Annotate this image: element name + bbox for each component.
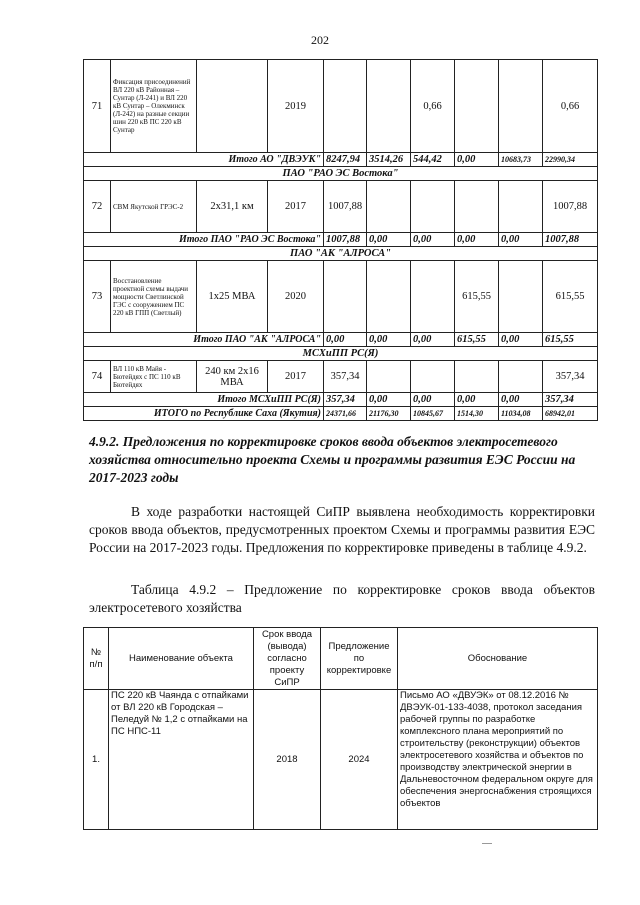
- page-number: 202: [311, 33, 329, 47]
- cost-cell: [411, 261, 455, 333]
- table-caption: Таблица 4.9.2 – Предложение по корректировке сроков ввода объектов электросетевого хозяйства: [89, 582, 595, 615]
- cost-cell: 1007,88: [324, 181, 367, 233]
- cost-cell: [499, 181, 543, 233]
- scan-mark: [482, 843, 492, 844]
- col-header-reason: Обоснование: [398, 628, 598, 690]
- object-name: Восстановление проектной схемы выдачи мощности Светлинской ГЭС с сооружением ПС 220 кВ ГПП (Светлый): [111, 261, 197, 333]
- object-param: 2х31,1 км: [197, 181, 268, 233]
- cost-cell: [499, 60, 543, 153]
- grand-total-label: ИТОГО по Республике Саха (Якутия): [84, 407, 324, 421]
- subtotal-value: 0,00: [455, 393, 499, 407]
- subtotal-label: Итого ПАО "РАО ЭС Востока": [84, 233, 324, 247]
- cost-total: 0,66: [543, 60, 598, 153]
- cost-cell: [455, 361, 499, 393]
- object-year: 2019: [268, 60, 324, 153]
- grand-total-value: 21176,30: [367, 407, 411, 421]
- subtotal-label: Итого ПАО "АК "АЛРОСА": [84, 333, 324, 347]
- subtotal-value: 0,00: [499, 393, 543, 407]
- cost-cell: 615,55: [455, 261, 499, 333]
- row-number: 1.: [84, 690, 109, 830]
- cost-cell: 0,66: [411, 60, 455, 153]
- subtotal-value: 615,55: [455, 333, 499, 347]
- cost-cell: [367, 181, 411, 233]
- cost-total: 1007,88: [543, 181, 598, 233]
- subtotal-value: 1007,88: [324, 233, 367, 247]
- org-header-row: [84, 247, 598, 261]
- object-name: СВМ Якутской ГРЭС-2: [111, 181, 197, 233]
- subtotal-row: [84, 233, 598, 247]
- object-name: ПС 220 кВ Чаянда с отпайками от ВЛ 220 кВ Городская – Пеледуй № 1,2 с отпайками на ПС НПС-11: [109, 690, 254, 830]
- grand-total-value: 24371,66: [324, 407, 367, 421]
- cost-total: 357,34: [543, 361, 598, 393]
- subtotal-value: 0,00: [367, 333, 411, 347]
- subtotal-label: Итого МСХиПП РС(Я): [84, 393, 324, 407]
- table-row: [84, 361, 598, 393]
- row-number: 71: [84, 60, 111, 153]
- object-param: 240 км 2х16 МВА: [197, 361, 268, 393]
- term-value: 2018: [254, 690, 321, 830]
- row-number: 72: [84, 181, 111, 233]
- subtotal-value: 544,42: [411, 153, 455, 167]
- subtotal-value: 0,00: [411, 393, 455, 407]
- cost-cell: [455, 181, 499, 233]
- subtotal-row: [84, 393, 598, 407]
- correction-table: [83, 627, 598, 830]
- subtotal-label: Итого АО "ДВЭУК": [84, 153, 324, 167]
- org-name: ПАО "РАО ЭС Востока": [84, 167, 598, 181]
- subtotal-row: [84, 333, 598, 347]
- cost-cell: [499, 261, 543, 333]
- subtotal-value: 357,34: [543, 393, 598, 407]
- subtotal-value: 0,00: [499, 333, 543, 347]
- cost-cell: [367, 261, 411, 333]
- org-header-row: [84, 347, 598, 361]
- col-header-term: Срок ввода (вывода) согласно проекту СиПР: [254, 628, 321, 690]
- header-row: [84, 628, 598, 690]
- col-header-num: № п/п: [84, 628, 109, 690]
- object-year: 2020: [268, 261, 324, 333]
- cost-cell: [324, 60, 367, 153]
- subtotal-row: [84, 153, 598, 167]
- subtotal-value: 1007,88: [543, 233, 598, 247]
- org-header-row: [84, 167, 598, 181]
- subtotal-value: 3514,26: [367, 153, 411, 167]
- reason-text: Письмо АО «ДВУЭК» от 08.12.2016 № ДВЭУК-01-133-4038, протокол заседания рабочей группы по разработке комплексного плана мероприятий по строительству (реконструкции) объектов электросетевого хозяйства и объектов по производству электрической энергии в Дальневосточном федеральном округе для обеспечения энергоснабжения строящихся объектов: [398, 690, 598, 830]
- col-header-name: Наименование объекта: [109, 628, 254, 690]
- grand-total-value: 10845,67: [411, 407, 455, 421]
- object-name: Фиксация присоединений ВЛ 220 кВ Районная – Сунтар (Л-241) и ВЛ 220 кВ Сунтар – Олекминск (Л-242) на разные секции шин 220 кВ ПС 220 кВ Сунтар: [111, 60, 197, 153]
- object-param: [197, 60, 268, 153]
- proposal-value: 2024: [321, 690, 398, 830]
- row-number: 73: [84, 261, 111, 333]
- row-number: 74: [84, 361, 111, 393]
- subtotal-value: 0,00: [455, 153, 499, 167]
- cost-cell: [324, 261, 367, 333]
- cost-cell: [411, 181, 455, 233]
- object-year: 2017: [268, 181, 324, 233]
- subtotal-value: 0,00: [499, 233, 543, 247]
- object-name: ВЛ 110 кВ Майя - Бютейдях с ПС 110 кВ Бютейдях: [111, 361, 197, 393]
- cost-cell: [499, 361, 543, 393]
- cost-cell: [367, 60, 411, 153]
- cost-cell: [455, 60, 499, 153]
- grand-total-value: 1514,30: [455, 407, 499, 421]
- subtotal-value: 0,00: [455, 233, 499, 247]
- subtotal-value: 0,00: [411, 333, 455, 347]
- subtotal-value: 0,00: [367, 393, 411, 407]
- subtotal-value: 8247,94: [324, 153, 367, 167]
- section-heading: 4.9.2. Предложения по корректировке сроков ввода объектов электросетевого хозяйства относительно проекта Схемы и программы развития ЕЭС России на 2017-2023 годы: [89, 434, 576, 485]
- object-year: 2017: [268, 361, 324, 393]
- subtotal-value: 615,55: [543, 333, 598, 347]
- table-row: [84, 261, 598, 333]
- section-paragraph: В ходе разработки настоящей СиПР выявлена необходимость корректировки сроков ввода объектов, предусмотренных проектом Схемы и программы развития ЕЭС России на 2017-2023 годы. Предложения по корректировке приведены в таблице 4.9.2.: [89, 504, 595, 555]
- investment-table: [83, 59, 598, 421]
- subtotal-value: 0,00: [411, 233, 455, 247]
- cost-cell: 357,34: [324, 361, 367, 393]
- org-name: ПАО "АК "АЛРОСА": [84, 247, 598, 261]
- subtotal-value: 357,34: [324, 393, 367, 407]
- grand-total-value: 11034,08: [499, 407, 543, 421]
- object-param: 1х25 МВА: [197, 261, 268, 333]
- table-row: [84, 181, 598, 233]
- table-row: [84, 690, 598, 830]
- cost-cell: [411, 361, 455, 393]
- cost-total: 615,55: [543, 261, 598, 333]
- subtotal-value: 0,00: [324, 333, 367, 347]
- cost-cell: [367, 361, 411, 393]
- subtotal-value: 0,00: [367, 233, 411, 247]
- subtotal-value: 22990,34: [543, 153, 598, 167]
- grand-total-value: 68942,01: [543, 407, 598, 421]
- col-header-proposal: Предложение по корректировке: [321, 628, 398, 690]
- subtotal-value: 10683,73: [499, 153, 543, 167]
- org-name: МСХиПП РС(Я): [84, 347, 598, 361]
- table-row: [84, 60, 598, 153]
- grand-total-row: [84, 407, 598, 421]
